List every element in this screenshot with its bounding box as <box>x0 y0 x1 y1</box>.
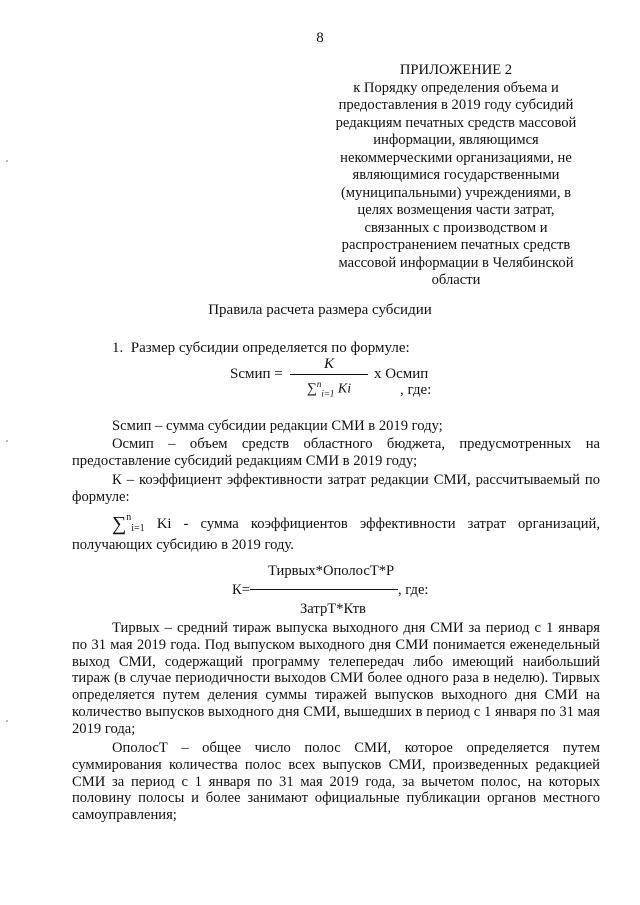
appendix-line: некоммерческими организациями, не <box>340 149 572 166</box>
page-number: 8 <box>316 30 324 46</box>
formula-k-numerator: Тирвых*ОполосТ*Р <box>268 563 395 579</box>
sigma-upper: n <box>316 379 322 389</box>
appendix-line: к Порядку определения объема и <box>353 79 559 96</box>
formula-denominator <box>290 376 368 402</box>
appendix-line: целях возмещения части затрат, <box>357 202 555 218</box>
appendix-line: редакциям печатных средств массовой <box>335 114 577 131</box>
appendix-line: массовой информации в Челябинской <box>338 254 574 271</box>
appendix-line: предоставления в 2019 году субсидий <box>338 97 574 113</box>
scan-margin-mark <box>6 440 8 442</box>
body-paragraph: ОполосТ – общее число полос СМИ, которое определяется путем суммирования количества полос всех выпусков СМИ, произведенных редакцией СМИ за период с 1 января по 31 мая 2019 года, за вычетом полос, на которых половину полосы и более занимают официальные публикации органов местного самоуправления; <box>72 740 600 824</box>
appendix-heading: ПРИЛОЖЕНИЕ 2 <box>399 62 513 78</box>
formula-fraction <box>290 356 368 402</box>
formula-lhs: Sсмип = <box>230 366 283 382</box>
scan-margin-mark <box>6 160 8 162</box>
formula-k-denominator: ЗатрТ*Ктв <box>300 601 366 617</box>
appendix-block <box>318 62 594 290</box>
fraction-bar <box>290 374 368 375</box>
formula-k-suffix: , где: <box>397 582 429 598</box>
appendix-line: информации, являющимся <box>373 132 539 148</box>
scan-margin-mark <box>6 720 8 722</box>
appendix-line: (муниципальными) учреждениями, в <box>340 184 572 201</box>
appendix-line: области <box>431 272 481 288</box>
sigma-lower: i=1 <box>131 523 145 534</box>
definition-paragraph: Осмип – объем средств областного бюджета, предусмотренных на предоставление субсидий редакциям СМИ в 2019 году; <box>72 436 600 469</box>
formula-k-lhs: К= <box>232 582 250 598</box>
sigma-lower: i=1 <box>321 388 335 399</box>
section-title: Правила расчета размера субсидии <box>208 302 432 318</box>
definition-paragraph: Sсмип – сумма субсидии редакции СМИ в 2019 году; <box>112 418 443 434</box>
formula-rhs: x Осмип <box>374 366 429 382</box>
fraction-bar <box>250 589 398 590</box>
appendix-line: связанных с производством и <box>364 219 548 236</box>
sigma-variable: Ki <box>337 381 352 397</box>
appendix-line: являющимися государственными <box>352 167 560 183</box>
item-1-text: 1. Размер субсидии определяется по формуле: <box>112 340 410 356</box>
formula-k-line <box>232 582 428 599</box>
sigma-symbol: ∑ <box>306 381 317 397</box>
sigma-symbol: ∑ <box>112 513 127 535</box>
formula-suffix: , где: <box>400 382 432 398</box>
appendix-line: распространением печатных средств <box>341 237 571 253</box>
body-paragraph: Тирвых – средний тираж выпуска выходного дня СМИ за период с 1 января по 31 мая 2019 года. Под выпуском выходного дня СМИ понимается еженедельный выход СМИ, содержащий программу телепередач либо имеющий наибольший тираж (в случае периодичности выходов СМИ более одного раза в неделю). Тирвых определяется путем деления суммы тиражей выпусков выходного дня СМИ на количество выпусков выходного дня СМИ, вышедших в период с 1 января по 31 мая 2019 года; <box>72 620 600 737</box>
sigma-upper: n <box>126 512 132 523</box>
formula-numerator: K <box>323 356 334 372</box>
sum-definition-text: Ki - сумма коэффициентов эффективности затрат организаций, получающих субсидию в 2019 году. <box>72 516 600 553</box>
sum-definition-paragraph <box>72 509 600 554</box>
definition-paragraph: К – коэффициент эффективности затрат редакции СМИ, рассчитываемый по формуле: <box>72 472 600 505</box>
